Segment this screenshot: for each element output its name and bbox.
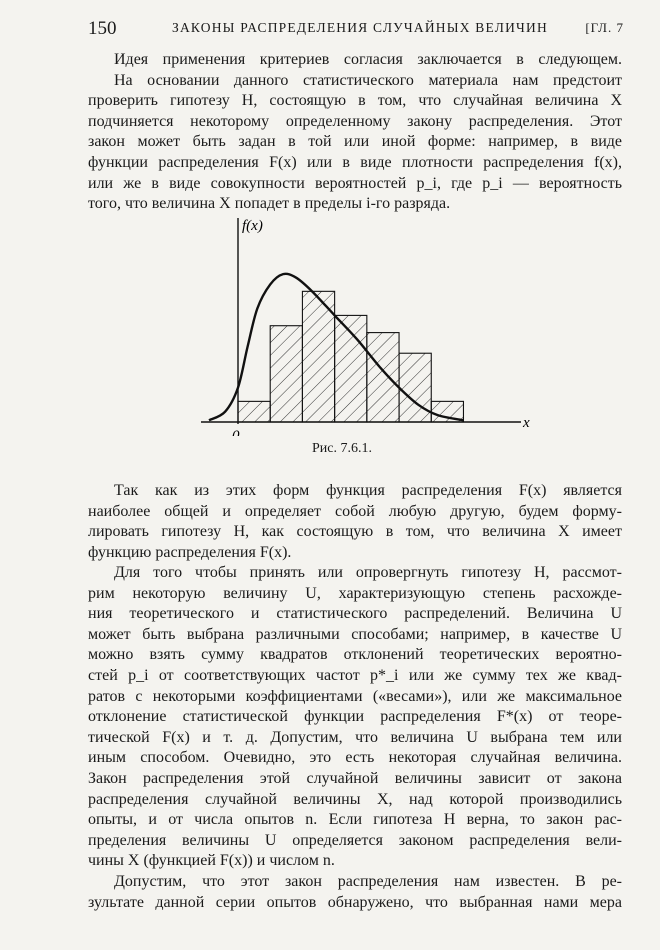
origin-label: 0 (232, 428, 240, 436)
text-line: Идея применения критериев согласия заключается в следующем. (114, 51, 622, 68)
text-line: распределения случайной величины X, над которой производились (88, 790, 622, 808)
text-line: иным способом. Очевидно, это есть некоторая случайная величина. (88, 749, 622, 767)
text-line: закон может быть задан в той или иной форме: например, в виде (88, 133, 622, 151)
text-line: подчиняется некоторому определенному закону распределения. Этот (88, 112, 622, 130)
text-line: лировать гипотезу H, как состоящую в том, что величина X имеет (88, 523, 622, 541)
text-line: отклонение статистической функции распределения F*(x) от теоре- (88, 708, 622, 726)
page-number: 150 (88, 18, 117, 39)
text-line: тической F(x) и т. д. Допустим, что величина U выбрана тем или (88, 728, 622, 746)
figure-caption-row (0, 441, 660, 457)
text-line: чины X (функцией F(x)) и числом n. (88, 852, 335, 870)
text-line: Для того чтобы принять или опровергнуть гипотезу H, рассмот- (114, 564, 622, 581)
text-line: функции распределения F(x) или в виде плотности распределения f(x), (88, 153, 622, 171)
paragraph-2 (88, 481, 622, 563)
text-line: пределения величины U определяется законом распределения вели- (88, 831, 622, 849)
paragraph-1 (88, 50, 622, 215)
text-line: или же в виде совокупности вероятностей p_i, где p_i — вероятность (88, 174, 622, 192)
histogram-chart (195, 214, 535, 436)
text-line: Допустим, что этот закон распределения нам известен. В ре- (114, 873, 622, 890)
text-line: зультате данной серии опытов обнаружено, что выбранная нами мера (88, 893, 622, 911)
running-title: ЗАКОНЫ РАСПРЕДЕЛЕНИЯ СЛУЧАЙНЫХ ВЕЛИЧИН (172, 20, 548, 35)
text-line: На основании данного статистического материала нам предстоит (114, 71, 622, 89)
text-line: наиболее общей и определяет собой любую другую, будем форму- (88, 502, 622, 520)
text-line: может быть выбрана различными способами; например, в качестве U (88, 625, 622, 643)
paragraph-3 (88, 563, 622, 872)
text-line: Закон распределения этой случайной величины зависит от закона (88, 769, 622, 787)
text-line: того, что величина X попадет в пределы i-го разряда. (88, 195, 451, 213)
histogram-figure (195, 214, 535, 436)
text-line: проверить гипотезу H, состоящую в том, что случайная величина X (88, 92, 622, 110)
text-line: Так как из этих форм функция распределения F(x) является (114, 482, 622, 499)
y-axis-label: f(x) (242, 218, 263, 234)
running-header (88, 14, 624, 40)
histogram-bar (399, 353, 431, 422)
text-line: рим некоторую величину U, характеризующую степень расхожде- (88, 584, 622, 602)
figure-caption: Рис. 7.6.1. (312, 441, 372, 456)
histogram-bar (238, 401, 270, 422)
text-line: ния теоретического и статистического распределений. Величина U (88, 605, 622, 623)
text-line: ратов с некоторыми коэффициентами («весами»), или же максимальное (88, 687, 622, 705)
histogram-bar (367, 333, 399, 422)
text-line: функцию распределения F(x). (88, 543, 292, 561)
text-line: можно взять сумму квадратов отклонений теоретических вероятно- (88, 646, 622, 664)
paragraph-4 (88, 872, 622, 913)
text-line: опыты, и от числа опытов n. Если гипотеза H верна, то закон рас- (88, 811, 622, 829)
histogram-bar (270, 326, 302, 422)
text-line: стей p_i от соответствующих частот p*_i или же сумму тех же квад- (88, 666, 622, 684)
chapter-label: [ГЛ. 7 (585, 20, 624, 35)
x-axis-label: x (523, 415, 530, 431)
